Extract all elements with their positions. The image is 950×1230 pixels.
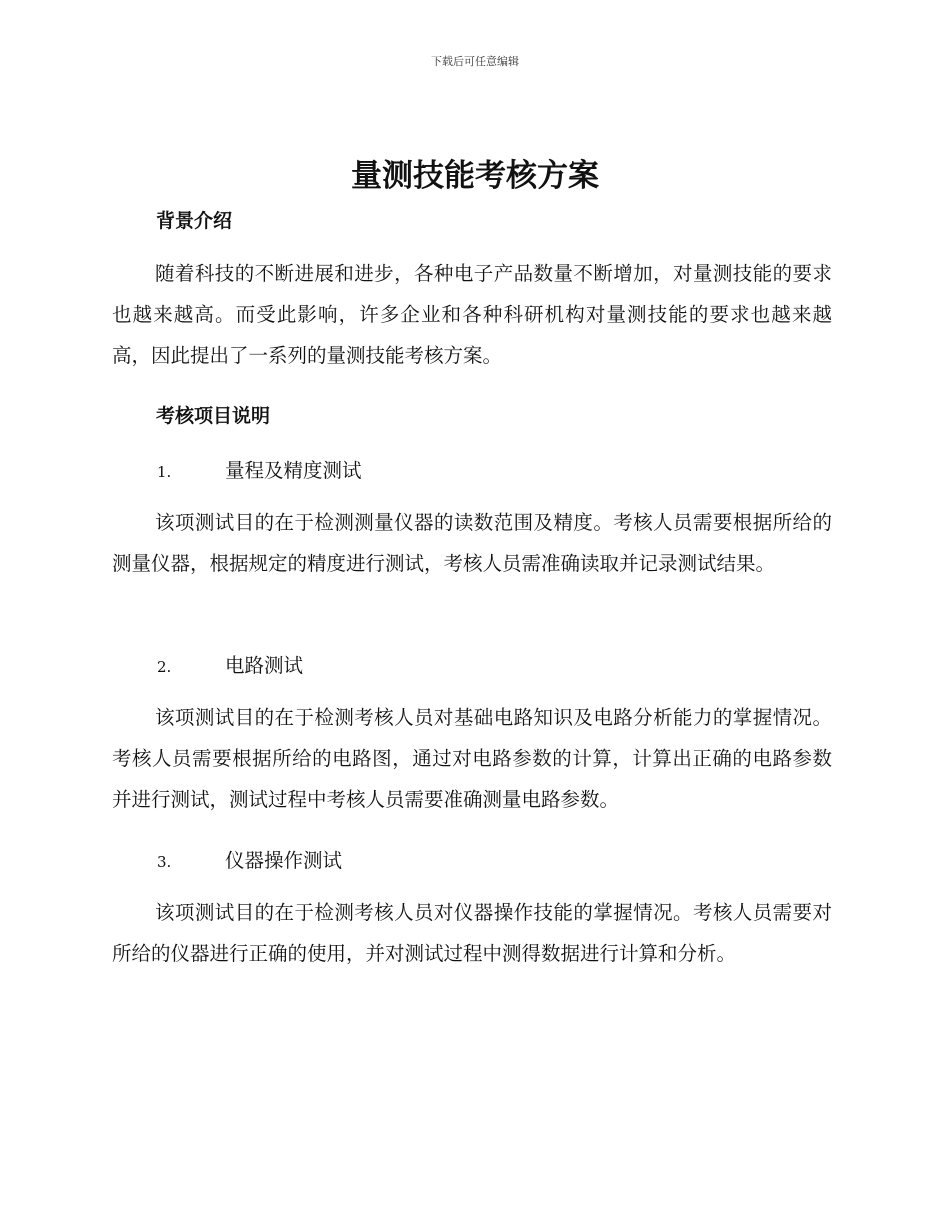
- item-1-description: 该项测试目的在于检测测量仪器的读数范围及精度。考核人员需要根据所给的测量仪器，根据规定的精度进行测试，考核人员需准确读取并记录测试结果。: [112, 511, 832, 575]
- item-2-description: 该项测试目的在于检测考核人员对基础电路知识及电路分析能力的掌握情况。考核人员需要根据所给的电路图，通过对电路参数的计算，计算出正确的电路参数并进行测试，测试过程中考核人员需要准确测量电路参数。: [112, 706, 832, 811]
- list-item-label: 仪器操作测试: [225, 849, 343, 872]
- page-header-note: 下载后可任意编辑: [431, 55, 519, 68]
- section-heading-items: 考核项目说明: [156, 405, 271, 427]
- list-item-number: 3.: [157, 853, 172, 871]
- list-item-label: 量程及精度测试: [225, 459, 362, 482]
- list-item-2: [157, 650, 303, 678]
- list-item-1: [157, 455, 362, 483]
- list-item-3: [157, 845, 342, 873]
- document-title: 量测技能考核方案: [351, 158, 599, 194]
- background-paragraph: 随着科技的不断进展和进步，各种电子产品数量不断增加，对量测技能的要求也越来越高。而受此影响，许多企业和各种科研机构对量测技能的要求也越来越高，因此提出了一系列的量测技能考核方案。: [112, 262, 832, 367]
- list-item-label: 电路测试: [225, 654, 304, 677]
- list-item-number: 1.: [157, 463, 172, 481]
- list-item-number: 2.: [157, 658, 172, 676]
- item-3-description: 该项测试目的在于检测考核人员对仪器操作技能的掌握情况。考核人员需要对所给的仪器进行正确的使用，并对测试过程中测得数据进行计算和分析。: [112, 901, 832, 965]
- section-heading-background: 背景介绍: [156, 210, 233, 232]
